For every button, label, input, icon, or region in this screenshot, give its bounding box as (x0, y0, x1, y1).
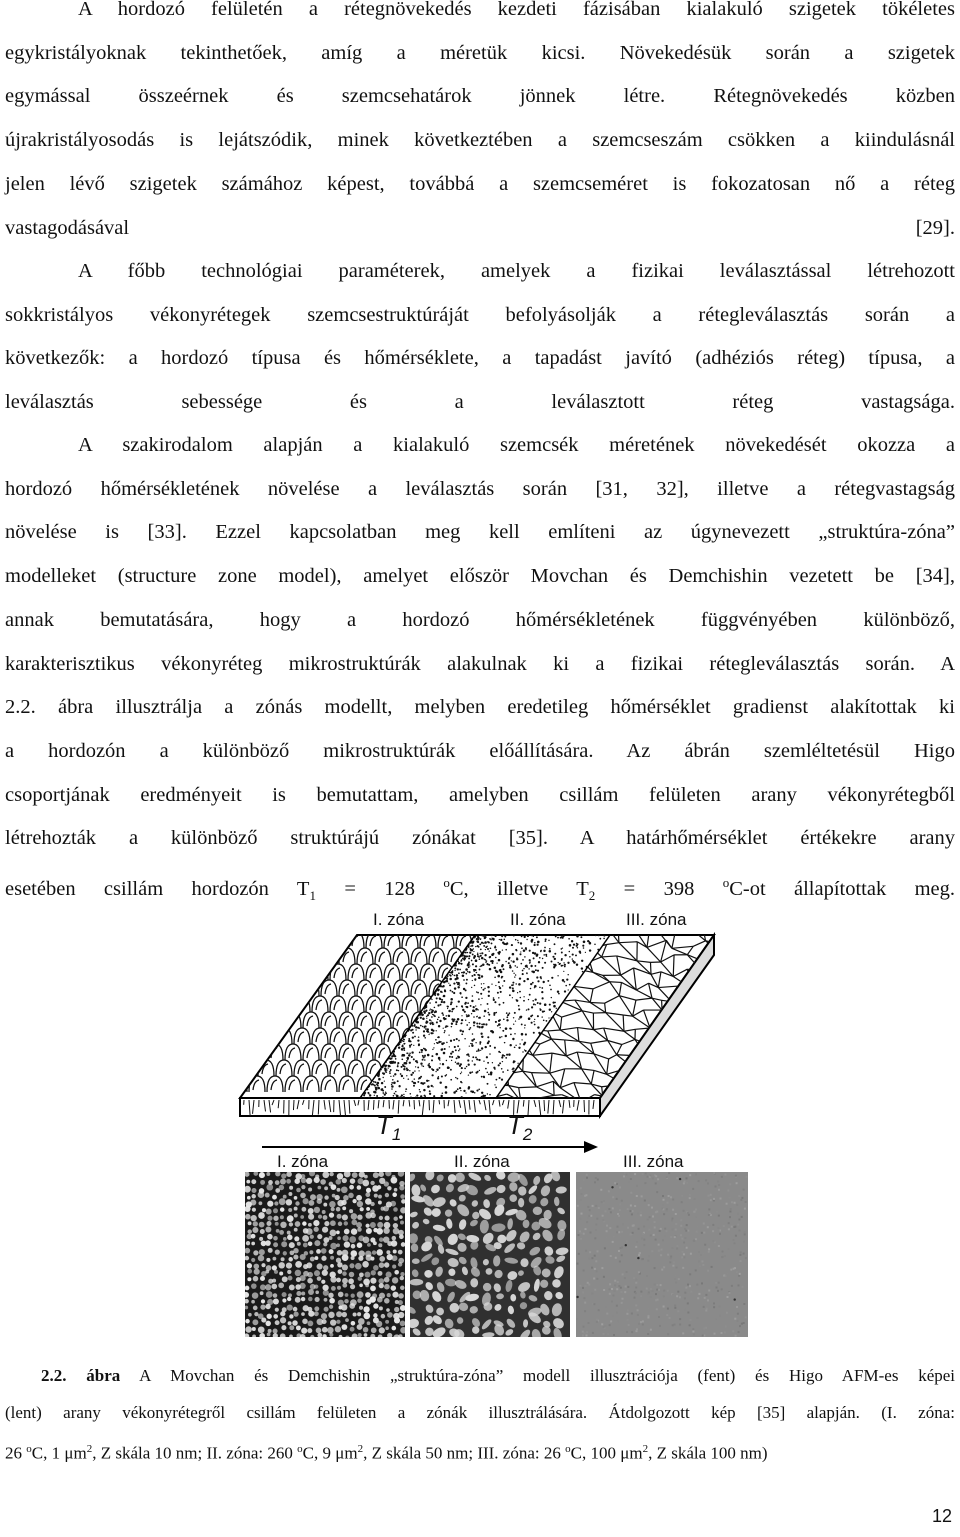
text-line: jelen lévő szigetek számához képest, továbbá a szemcseméret is fokozatosan nő a réteg (5, 172, 955, 195)
text-line: A hordozó felületén a rétegnövekedés kezdeti fázisában kialakuló szigetek tökéletes (78, 0, 955, 20)
text-line: modelleket (structure zone model), amelyet először Movchan és Demchishin vezetett be [34], (5, 565, 955, 588)
afm-label-3: III. zóna (623, 1152, 684, 1171)
caption-line: (lent) arany vékonyrétegről csillám felületen a zónák illusztrálására. Átdolgozott kép [35] alapján. (I. zóna: (5, 1403, 955, 1422)
figure-number: 2.2. ábra (41, 1366, 121, 1385)
text-line: hordozó hőmérsékletének növelése a leválasztás során [31, 32], illetve a rétegvastagság (5, 477, 955, 500)
text-line: növelése is [33]. Ezzel kapcsolatban meg kell említeni az úgynevezett „struktúra-zóna” (5, 521, 955, 544)
text-line: leválasztás sebessége és a leválasztott réteg vastagsága. (5, 391, 955, 414)
text-line: 2.2. ábra illusztrálja a zónás modellt, melyben eredetileg hőmérséklet gradienst alakítottak ki (5, 696, 955, 719)
arrow-label-t1: $T_1$ (376, 1110, 402, 1145)
text-line: egymással összeérnek és szemcsehatárok jönnek létre. Rétegnövekedés közben (5, 85, 955, 108)
figure-caption (5, 1357, 955, 1472)
text-line: a hordozón a különböző mikrostruktúrák előállítására. Az ábrán szemléltetésül Higo (5, 739, 955, 762)
zone-label-2: II. zóna (510, 910, 566, 929)
text-line: következők: a hordozó típusa és hőmérséklete, a tapadást javító (adhéziós réteg) típusa, a (5, 347, 955, 370)
text-line: karakterisztikus vékonyréteg mikrostruktúrák alakulnak ki a fizikai rétegleválasztás során. A (5, 652, 955, 675)
afm-image-zone-3 (576, 1172, 748, 1337)
text-line: sokkristályos vékonyrétegek szemcsestruktúráját befolyásolják a rétegleválasztás során a (5, 303, 955, 326)
text-line: A szakirodalom alapján a kialakuló szemcsék méretének növekedését okozza a (78, 434, 955, 456)
text-line: egykristályoknak tekinthetőek, amíg a méretük kicsi. Növekedésük során a szigetek (5, 41, 955, 64)
afm-label-1: I. zóna (277, 1152, 329, 1171)
text-line: annak bemutatására, hogy a hordozó hőmérsékletének függvényében különböző, (5, 608, 955, 631)
text-line: csoportjának eredményeit is bemutattam, amelyben csillám felületen arany vékonyrétegből (5, 783, 955, 806)
arrow-label-t2: $T_2$ (507, 1110, 533, 1145)
text-line: vastagodásával [29]. (5, 216, 955, 239)
text-line-temperatures: esetében csillám hordozón $T_1 = 128$ $^o$C, illetve $T_2 = 398$ $^o$C-ot állapítottak meg. (5, 875, 956, 903)
afm-image-zone-2 (410, 1172, 570, 1337)
afm-image-zone-1 (245, 1172, 405, 1337)
caption-line: 2.2. ábra A Movchan és Demchishin „struktúra-zóna” modell illusztrációja (fent) és Higo AFM-es képei (41, 1366, 956, 1385)
afm-label-2: II. zóna (454, 1152, 510, 1171)
page-number: 12 (931, 1506, 952, 1526)
zone-label-1: I. zóna (373, 910, 425, 929)
zone-label-3: III. zóna (626, 910, 687, 929)
text-line: újrakristályosodás is lejátszódik, minek következtében a szemcseszám csökken a kiindulásnál (5, 129, 955, 152)
text-line: létrehozták a különböző struktúrájú zónákat [35]. A határhőmérséklet értékekre arany (5, 827, 955, 850)
text-line: A főbb technológiai paraméterek, amelyek a fizikai leválasztással létrehozott (78, 260, 955, 282)
caption-line: 26 $^o$C, 1 $\mu m^2$, Z skála 10 nm; II. zóna: 260 $^o$C, 9 $\mu m^2$, Z skála 50 nm; III. zóna: 26 $^o$C, 100 $\mu m^2$, Z skála 100 nm) (5, 1443, 768, 1463)
